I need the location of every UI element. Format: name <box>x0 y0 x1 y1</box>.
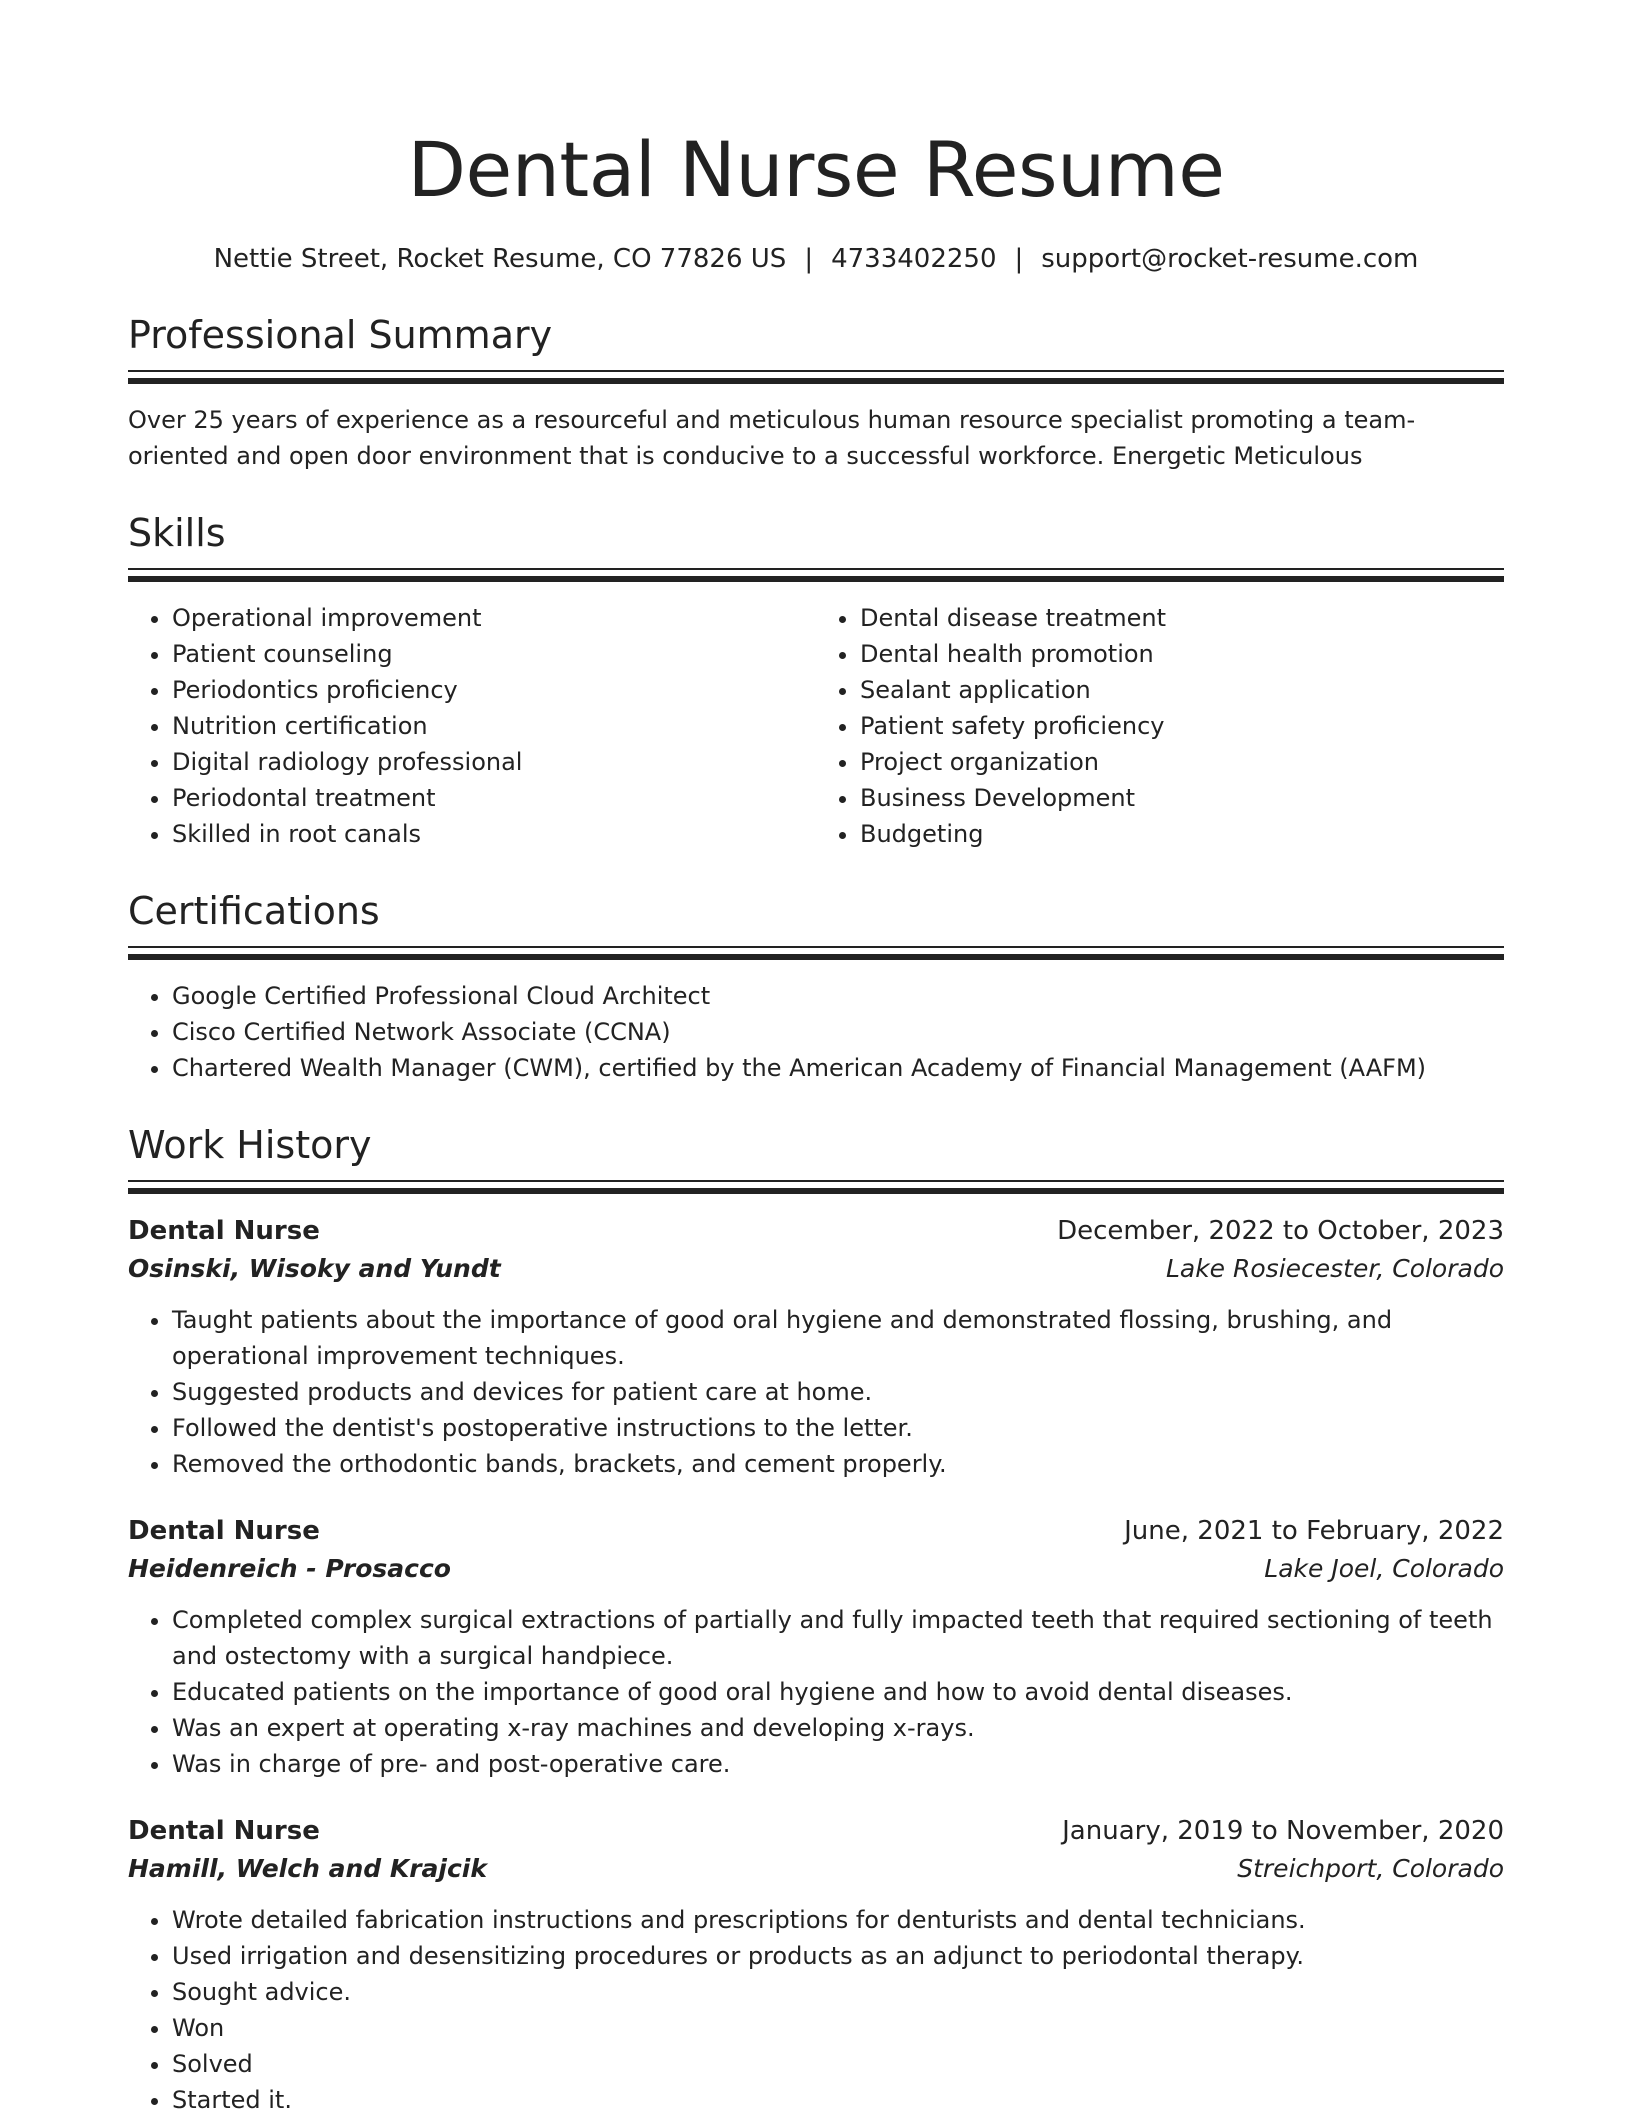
job-location: Lake Rosiecester, Colorado <box>1165 1254 1504 1283</box>
job-entry <box>128 1212 1504 1482</box>
job-bullet: • Solved <box>172 2046 1504 2082</box>
contact-phone: 4733402250 <box>831 244 997 274</box>
job-bullet: • Taught patients about the importance of good oral hygiene and demonstrated flossing, brushing, and operational improvement techniques. <box>172 1302 1504 1374</box>
section-divider <box>128 568 1504 582</box>
skills-column-left <box>128 600 816 852</box>
job-bullets <box>128 1302 1504 1482</box>
skill-item: • Periodontics proficiency <box>172 672 816 708</box>
skill-item: • Digital radiology professional <box>172 744 816 780</box>
job-title: Dental Nurse <box>128 1216 320 1246</box>
job-company: Osinski, Wisoky and Yundt <box>128 1254 501 1283</box>
section-divider <box>128 1180 1504 1194</box>
job-header-row <box>128 1512 1504 1550</box>
job-bullet: • Was an expert at operating x-ray machines and developing x-rays. <box>172 1710 1504 1746</box>
certification-item: • Cisco Certified Network Associate (CCNA) <box>172 1014 1504 1050</box>
skill-item: • Patient counseling <box>172 636 816 672</box>
skills-grid <box>128 600 1504 852</box>
work-history-section <box>128 1122 1504 2118</box>
job-dates: December, 2022 to October, 2023 <box>1057 1216 1504 1246</box>
job-bullet: • Educated patients on the importance of good oral hygiene and how to avoid dental diseases. <box>172 1674 1504 1710</box>
job-bullets <box>128 1902 1504 2118</box>
job-company: Heidenreich - Prosacco <box>128 1554 451 1583</box>
section-divider <box>128 946 1504 960</box>
section-title-certifications: Certifications <box>128 889 380 933</box>
job-bullet: • Suggested products and devices for patient care at home. <box>172 1374 1504 1410</box>
skill-item: • Budgeting <box>860 816 1504 852</box>
job-company-row <box>128 1550 1504 1588</box>
job-header-row <box>128 1812 1504 1850</box>
certification-item: • Google Certified Professional Cloud Architect <box>172 978 1504 1014</box>
skills-column-right <box>816 600 1504 852</box>
contact-line <box>128 242 1504 276</box>
skill-item: • Sealant application <box>860 672 1504 708</box>
section-title-work-history: Work History <box>128 1123 372 1167</box>
skill-item: • Skilled in root canals <box>172 816 816 852</box>
job-company: Hamill, Welch and Krajcik <box>128 1854 487 1883</box>
job-title: Dental Nurse <box>128 1816 320 1846</box>
skill-item: • Project organization <box>860 744 1504 780</box>
job-bullet: • Completed complex surgical extractions of partially and fully impacted teeth that required sectioning of teeth and ostectomy with a surgical handpiece. <box>172 1602 1504 1674</box>
job-bullet: • Removed the orthodontic bands, brackets, and cement properly. <box>172 1446 1504 1482</box>
skill-item: • Nutrition certification <box>172 708 816 744</box>
skills-list-left <box>128 600 816 852</box>
job-bullet: • Started it. <box>172 2082 1504 2118</box>
job-dates: January, 2019 to November, 2020 <box>1062 1816 1504 1846</box>
section-title-skills: Skills <box>128 511 226 555</box>
section-divider <box>128 370 1504 384</box>
summary-section <box>128 312 1504 474</box>
job-bullet: • Sought advice. <box>172 1974 1504 2010</box>
section-title-summary: Professional Summary <box>128 313 553 357</box>
skill-item: • Operational improvement <box>172 600 816 636</box>
skill-item: • Patient safety proficiency <box>860 708 1504 744</box>
skills-list-right <box>816 600 1504 852</box>
contact-separator: | <box>804 244 814 274</box>
job-bullet: • Followed the dentist's postoperative instructions to the letter. <box>172 1410 1504 1446</box>
job-bullet: • Was in charge of pre- and post-operative care. <box>172 1746 1504 1782</box>
summary-text: Over 25 years of experience as a resourceful and meticulous human resource specialist promoting a team-oriented and open door environment that is conducive to a successful workforce. Energetic Meticulous <box>128 406 1416 470</box>
job-location: Lake Joel, Colorado <box>1264 1554 1504 1583</box>
job-company-row <box>128 1250 1504 1288</box>
job-entry <box>128 1812 1504 2118</box>
skill-item: • Business Development <box>860 780 1504 816</box>
job-bullet: • Wrote detailed fabrication instructions and prescriptions for denturists and dental technicians. <box>172 1902 1504 1938</box>
skill-item: • Dental disease treatment <box>860 600 1504 636</box>
job-bullet: • Won <box>172 2010 1504 2046</box>
job-bullets <box>128 1602 1504 1782</box>
skill-item: • Dental health promotion <box>860 636 1504 672</box>
certifications-section <box>128 888 1504 1086</box>
job-bullet: • Used irrigation and desensitizing procedures or products as an adjunct to periodontal therapy. <box>172 1938 1504 1974</box>
job-title: Dental Nurse <box>128 1516 320 1546</box>
job-header-row <box>128 1212 1504 1250</box>
job-location: Streichport, Colorado <box>1237 1854 1504 1883</box>
skill-item: • Periodontal treatment <box>172 780 816 816</box>
skills-section <box>128 510 1504 852</box>
certification-item: • Chartered Wealth Manager (CWM), certified by the American Academy of Financial Management (AAFM) <box>172 1050 1504 1086</box>
page-title: Dental Nurse Resume <box>407 125 1225 214</box>
job-dates: June, 2021 to February, 2022 <box>1124 1516 1504 1546</box>
contact-address: Nettie Street, Rocket Resume, CO 77826 US <box>213 244 787 274</box>
certifications-list <box>128 978 1504 1086</box>
resume-header <box>128 0 1504 276</box>
contact-separator: | <box>1014 244 1024 274</box>
contact-email: support@rocket-resume.com <box>1041 244 1419 274</box>
job-company-row <box>128 1850 1504 1888</box>
job-entry <box>128 1512 1504 1782</box>
